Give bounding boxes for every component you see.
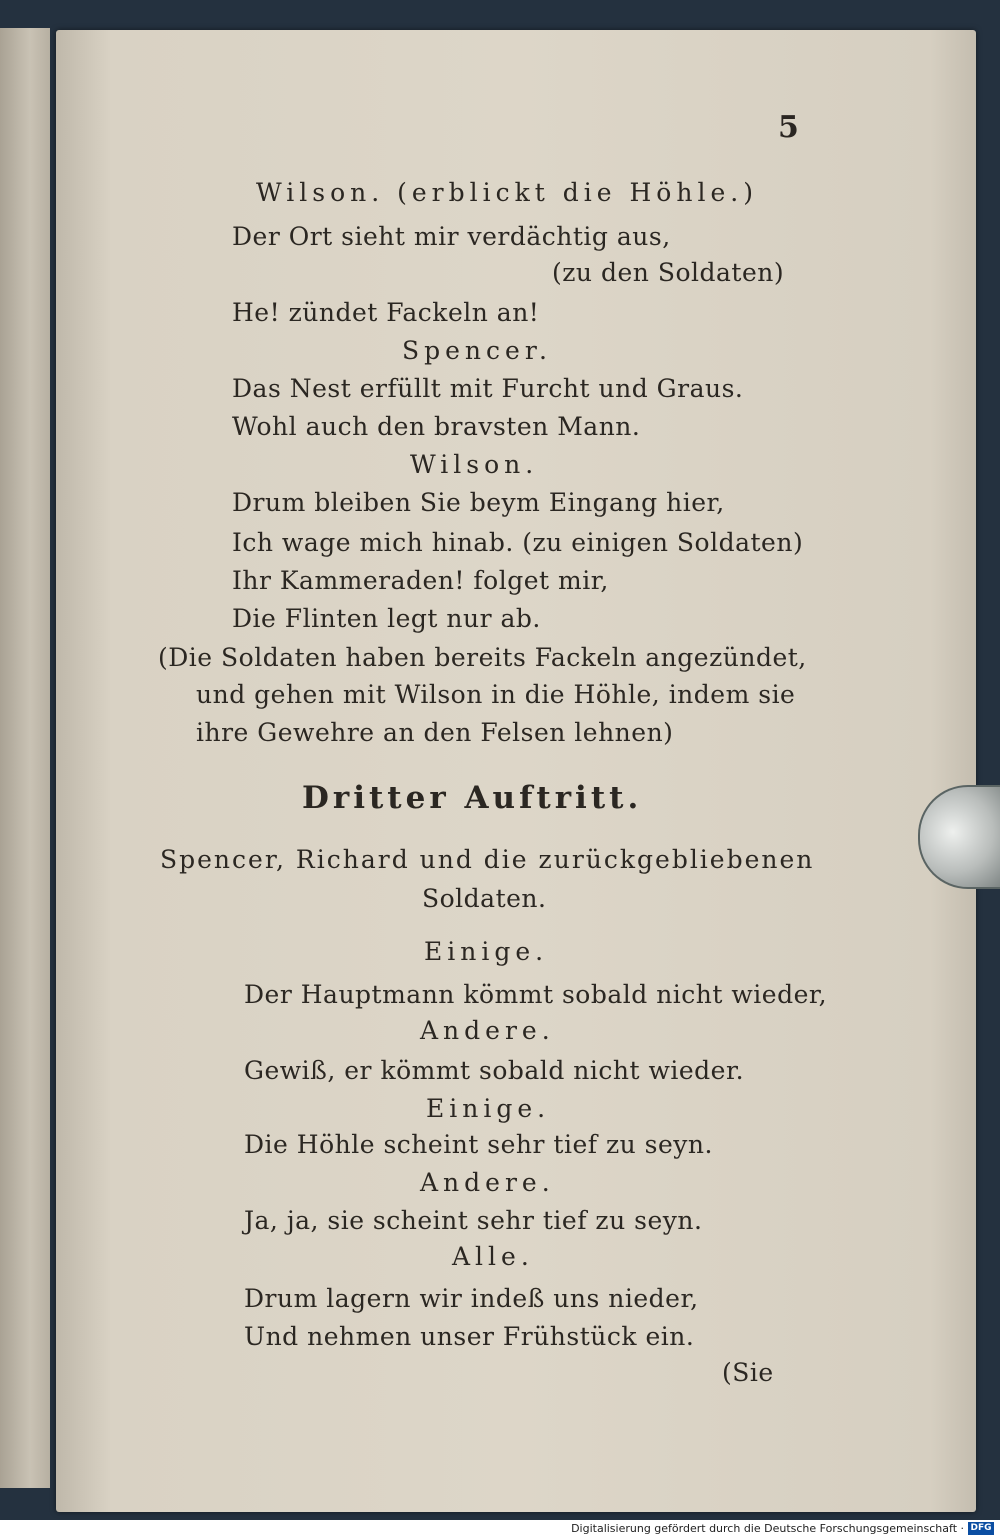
verse-line: Drum lagern wir indeß uns nieder, bbox=[244, 1284, 699, 1313]
dfg-logo: DFG bbox=[968, 1522, 994, 1535]
verse-line: Das Nest erfüllt mit Furcht und Graus. bbox=[232, 374, 744, 403]
speaker-line: Einige. bbox=[424, 937, 549, 966]
speaker-line: Einige. bbox=[426, 1094, 551, 1123]
speaker-line: Andere. bbox=[420, 1016, 555, 1045]
verse-line: Drum bleiben Sie beym Eingang hier, bbox=[232, 488, 725, 517]
verse-line: Der Ort sieht mir verdächtig aus, bbox=[232, 222, 671, 251]
speaker-line: Wilson. (erblickt die Höhle.) bbox=[256, 178, 758, 207]
funding-notice: Digitalisierung gefördert durch die Deutsche Forschungsgemeinschaft · bbox=[571, 1522, 964, 1535]
scene-heading: Dritter Auftritt. bbox=[302, 780, 643, 816]
stage-direction: (zu den Soldaten) bbox=[552, 258, 785, 287]
previous-page-edge bbox=[0, 28, 50, 1488]
verse-line: Die Flinten legt nur ab. bbox=[232, 604, 541, 633]
stage-direction: ihre Gewehre an den Felsen lehnen) bbox=[196, 718, 674, 747]
catchword: (Sie bbox=[722, 1358, 774, 1387]
verse-line: Ich wage mich hinab. (zu einigen Soldaten) bbox=[232, 528, 804, 557]
verse-line: Gewiß, er kömmt sobald nicht wieder. bbox=[244, 1056, 745, 1085]
speaker-line: Spencer. bbox=[402, 336, 552, 365]
characters-line: Soldaten. bbox=[422, 884, 547, 913]
verse-line: Wohl auch den bravsten Mann. bbox=[232, 412, 641, 441]
speaker-line: Andere. bbox=[420, 1168, 555, 1197]
verse-line: Und nehmen unser Frühstück ein. bbox=[244, 1322, 695, 1351]
page-number: 5 bbox=[778, 110, 799, 145]
verse-line: Ja, ja, sie scheint sehr tief zu seyn. bbox=[244, 1206, 703, 1235]
verse-line: Der Hauptmann kömmt sobald nicht wieder, bbox=[244, 980, 828, 1009]
speaker-line: Wilson. bbox=[410, 450, 539, 479]
stage-direction: (Die Soldaten haben bereits Fackeln angezündet, bbox=[158, 643, 807, 672]
verse-line: He! zündet Fackeln an! bbox=[232, 298, 540, 327]
footer-bar bbox=[0, 1520, 1000, 1538]
verse-line: Die Höhle scheint sehr tief zu seyn. bbox=[244, 1130, 713, 1159]
verse-line: Ihr Kammeraden! folget mir, bbox=[232, 566, 609, 595]
speaker-line: Alle. bbox=[452, 1242, 534, 1271]
stage-direction: und gehen mit Wilson in die Höhle, indem sie bbox=[196, 680, 796, 709]
characters-line: Spencer, Richard und die zurückgebliebenen bbox=[160, 845, 815, 874]
